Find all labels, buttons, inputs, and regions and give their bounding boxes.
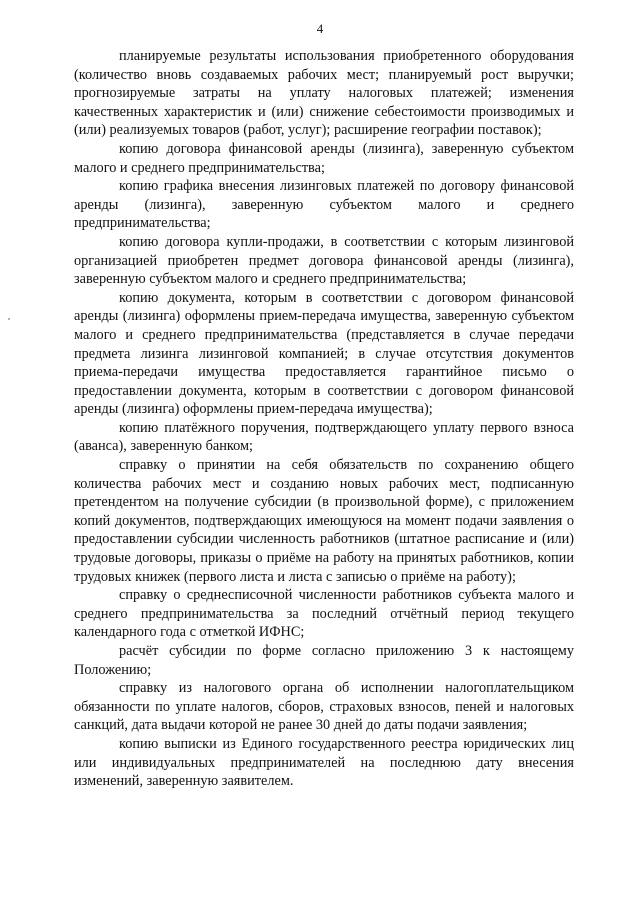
page-number: 4 — [316, 21, 324, 36]
paragraph-subsidy-calculation: расчёт субсидии по форме согласно приложению 3 к настоящему Положению; — [74, 643, 574, 678]
paragraph-payment-order-copy: копию платёжного поручения, подтверждающего уплату первого взноса (аванса), заверенную банком; — [74, 419, 574, 455]
scan-speck — [8, 318, 10, 320]
paragraph-leasing-contract-copy: копию договора финансовой аренды (лизинга), заверенную субъектом малого и среднего предпринимательства; — [74, 140, 574, 176]
paragraph-headcount-certificate: справку о среднесписочной численности работников субъекта малого и среднего предпринимательства за последний отчётный период текущего календарного года с отметкой ИФНС; — [74, 587, 574, 641]
paragraph-acceptance-transfer-copy: копию документа, которым в соответствии с договором финансовой аренды (лизинга) оформлены прием-передача имущества, заверенную субъектом малого и среднего предпринимательства (представляется в случае передачи предмета лизинга лизинговой компанией; в случае отсутствия документов приема-передачи имущества предоставляется гарантийное письмо о предоставлении документа, которым в соответствии с договором финансовой аренды (лизинга) оформлены прием-передача имущества); — [74, 289, 574, 418]
paragraph-registry-extract-copy: копию выписки из Единого государственного реестра юридических лиц или индивидуальных предпринимателей на последнюю дату внесения изменений, заверенную заявителем. — [74, 735, 574, 790]
paragraph-purchase-contract-copy: копию договора купли-продажи, в соответствии с которым лизинговой организацией приобретен предмет договора финансовой аренды (лизинга), заверенную субъектом малого и среднего предпринимательства; — [74, 233, 574, 288]
paragraph-leasing-schedule-copy: копию графика внесения лизинговых платежей по договору финансовой аренды (лизинга), заверенную субъектом малого и среднего предпринимательства; — [74, 178, 574, 232]
paragraph-expected-results: планируемые результаты использования приобретенного оборудования (количество вновь создаваемых рабочих мест; планируемый рост выручки; прогнозируемые затраты на уплату налоговых платежей; изменения качественных характеристик и (или) снижение себестоимости производимых и (или) реализуемых товаров (работ, услуг); расширение географии поставок); — [74, 48, 574, 139]
paragraph-jobs-commitment-certificate: справку о принятии на себя обязательств по сохранению общего количества рабочих мест и созданию новых рабочих мест, подписанную претендентом на получение субсидии (в произвольной форме), с приложением копий документов, подтверждающих имеющуюся на момент подачи заявления о предоставлении субсидии численность работников (штатное расписание и (или) трудовые договоры, приказы о приёме на работу на принятых работников, копии трудовых книжек (первого листа и листа с записью о приёме на работу); — [74, 457, 574, 585]
document-body — [74, 47, 574, 791]
paragraph-tax-certificate: справку из налогового органа об исполнении налогоплательщиком обязанности по уплате налогов, сборов, страховых взносов, пеней и налоговых санкций, дата выдачи которой не ранее 30 дней до даты подачи заявления; — [74, 680, 574, 734]
